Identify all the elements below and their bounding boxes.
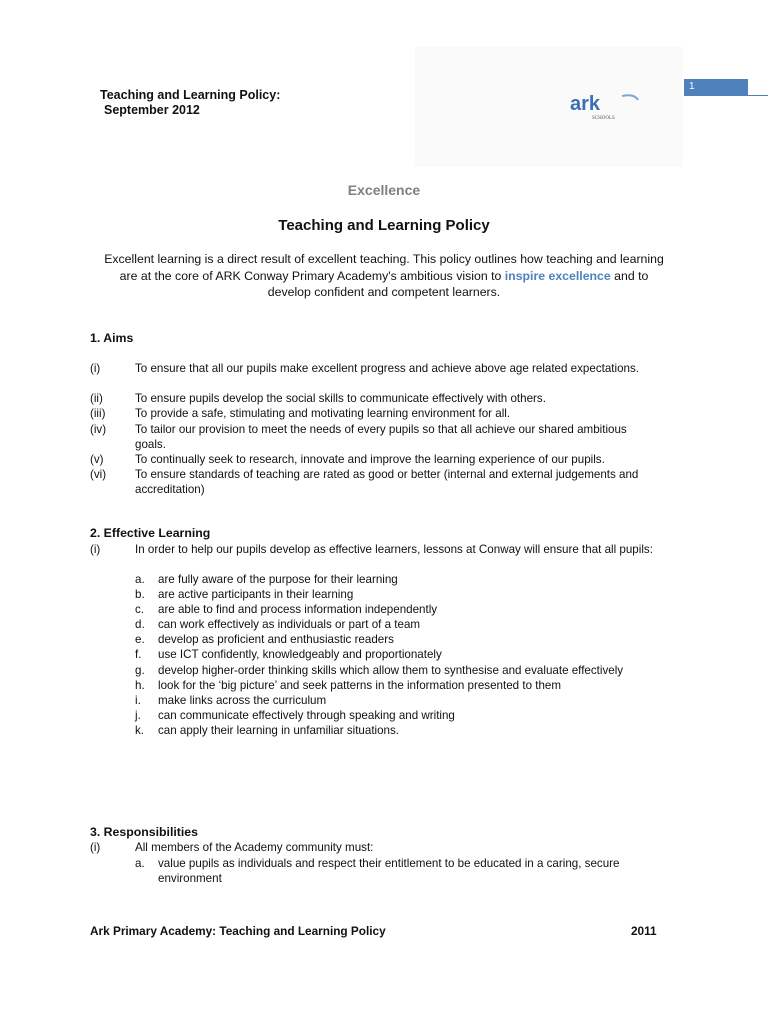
list-item: are fully aware of the purpose for their learning [158,573,398,586]
list-letter: a. [135,573,145,586]
responsibilities-intro: All members of the Academy community must: [135,841,374,854]
responsibilities-number: (i) [90,841,101,854]
kicker-excellence: Excellence [347,182,421,198]
list-letter: g. [135,664,145,677]
aim-text: To provide a safe, stimulating and motivating learning environment for all. [135,407,511,420]
aim-text: To continually seek to research, innovate and improve the learning experience of our pupils. [135,453,605,466]
aim-number: (iv) [90,423,107,436]
learning-number: (i) [90,543,101,556]
intro-highlight: inspire excellence [504,268,611,283]
section-aims-heading: 1. Aims [90,331,134,345]
list-letter: j. [135,709,141,722]
section-learning-heading: 2. Effective Learning [90,526,211,540]
list-letter: a. [135,857,145,870]
list-item: make links across the curriculum [158,694,327,707]
ark-schools-logo [570,92,640,124]
list-item: value pupils as individuals and respect their entitlement to be educated in a caring, secure environment [158,857,620,886]
footer-year: 2011 [631,924,657,938]
logo-wordmark: ark [570,93,601,115]
list-item: can work effectively as individuals or part of a team [158,618,421,631]
aim-text: To ensure pupils develop the social skills to communicate effectively with others. [135,392,546,405]
logo-area [415,47,683,167]
list-letter: k. [135,724,145,737]
list-item: develop higher-order thinking skills which allow them to synthesise and evaluate effectively [158,664,624,677]
footer-title: Ark Primary Academy: Teaching and Learning Policy [90,924,386,938]
aim-text: To tailor our provision to meet the needs of every pupils so that all achieve our shared ambitious goals. [135,423,627,452]
page-number-rule [684,95,768,96]
list-letter: f. [135,648,142,661]
list-letter: h. [135,679,145,692]
learning-intro: In order to help our pupils develop as effective learners, lessons at Conway will ensure that all pupils: [135,543,653,556]
list-item: are able to find and process information independently [158,603,438,616]
page-number: 1 [684,79,748,95]
aim-text: To ensure that all our pupils make excellent progress and achieve above age related expectations. [135,362,639,375]
header-date: September 2012 [104,103,200,117]
logo-subtext: SCHOOLS [592,116,615,121]
list-letter: e. [135,633,145,646]
aim-number: (ii) [90,392,103,405]
aim-number: (iii) [90,407,106,420]
list-letter: b. [135,588,145,601]
aim-number: (i) [90,362,101,375]
intro-paragraph [98,251,670,301]
list-item: are active participants in their learning [158,588,354,601]
list-letter: d. [135,618,145,631]
intro-text-before: Excellent learning is a direct result of excellent teaching. This policy outlines how teaching and learning are at the core of ARK Conway Primary Academy's ambitious vision to [104,252,664,283]
aim-number: (v) [90,453,104,466]
aim-number: (vi) [90,468,107,481]
list-letter: c. [135,603,145,616]
aim-text: To ensure standards of teaching are rated as good or better (internal and external judgements and accreditation) [135,468,639,497]
list-letter: i. [135,694,141,707]
header-policy-title: Teaching and Learning Policy: [100,88,281,102]
list-item: can communicate effectively through speaking and writing [158,709,455,722]
list-item: look for the ‘big picture’ and seek patterns in the information presented to them [158,679,562,692]
list-item: use ICT confidently, knowledgeably and proportionately [158,648,442,661]
section-responsibilities-heading: 3. Responsibilities [90,825,198,839]
list-item: can apply their learning in unfamiliar situations. [158,724,400,737]
page-title: Teaching and Learning Policy [278,217,490,234]
intro-text-after: and to develop confident and competent learners. [267,268,649,299]
list-item: develop as proficient and enthusiastic readers [158,633,394,646]
